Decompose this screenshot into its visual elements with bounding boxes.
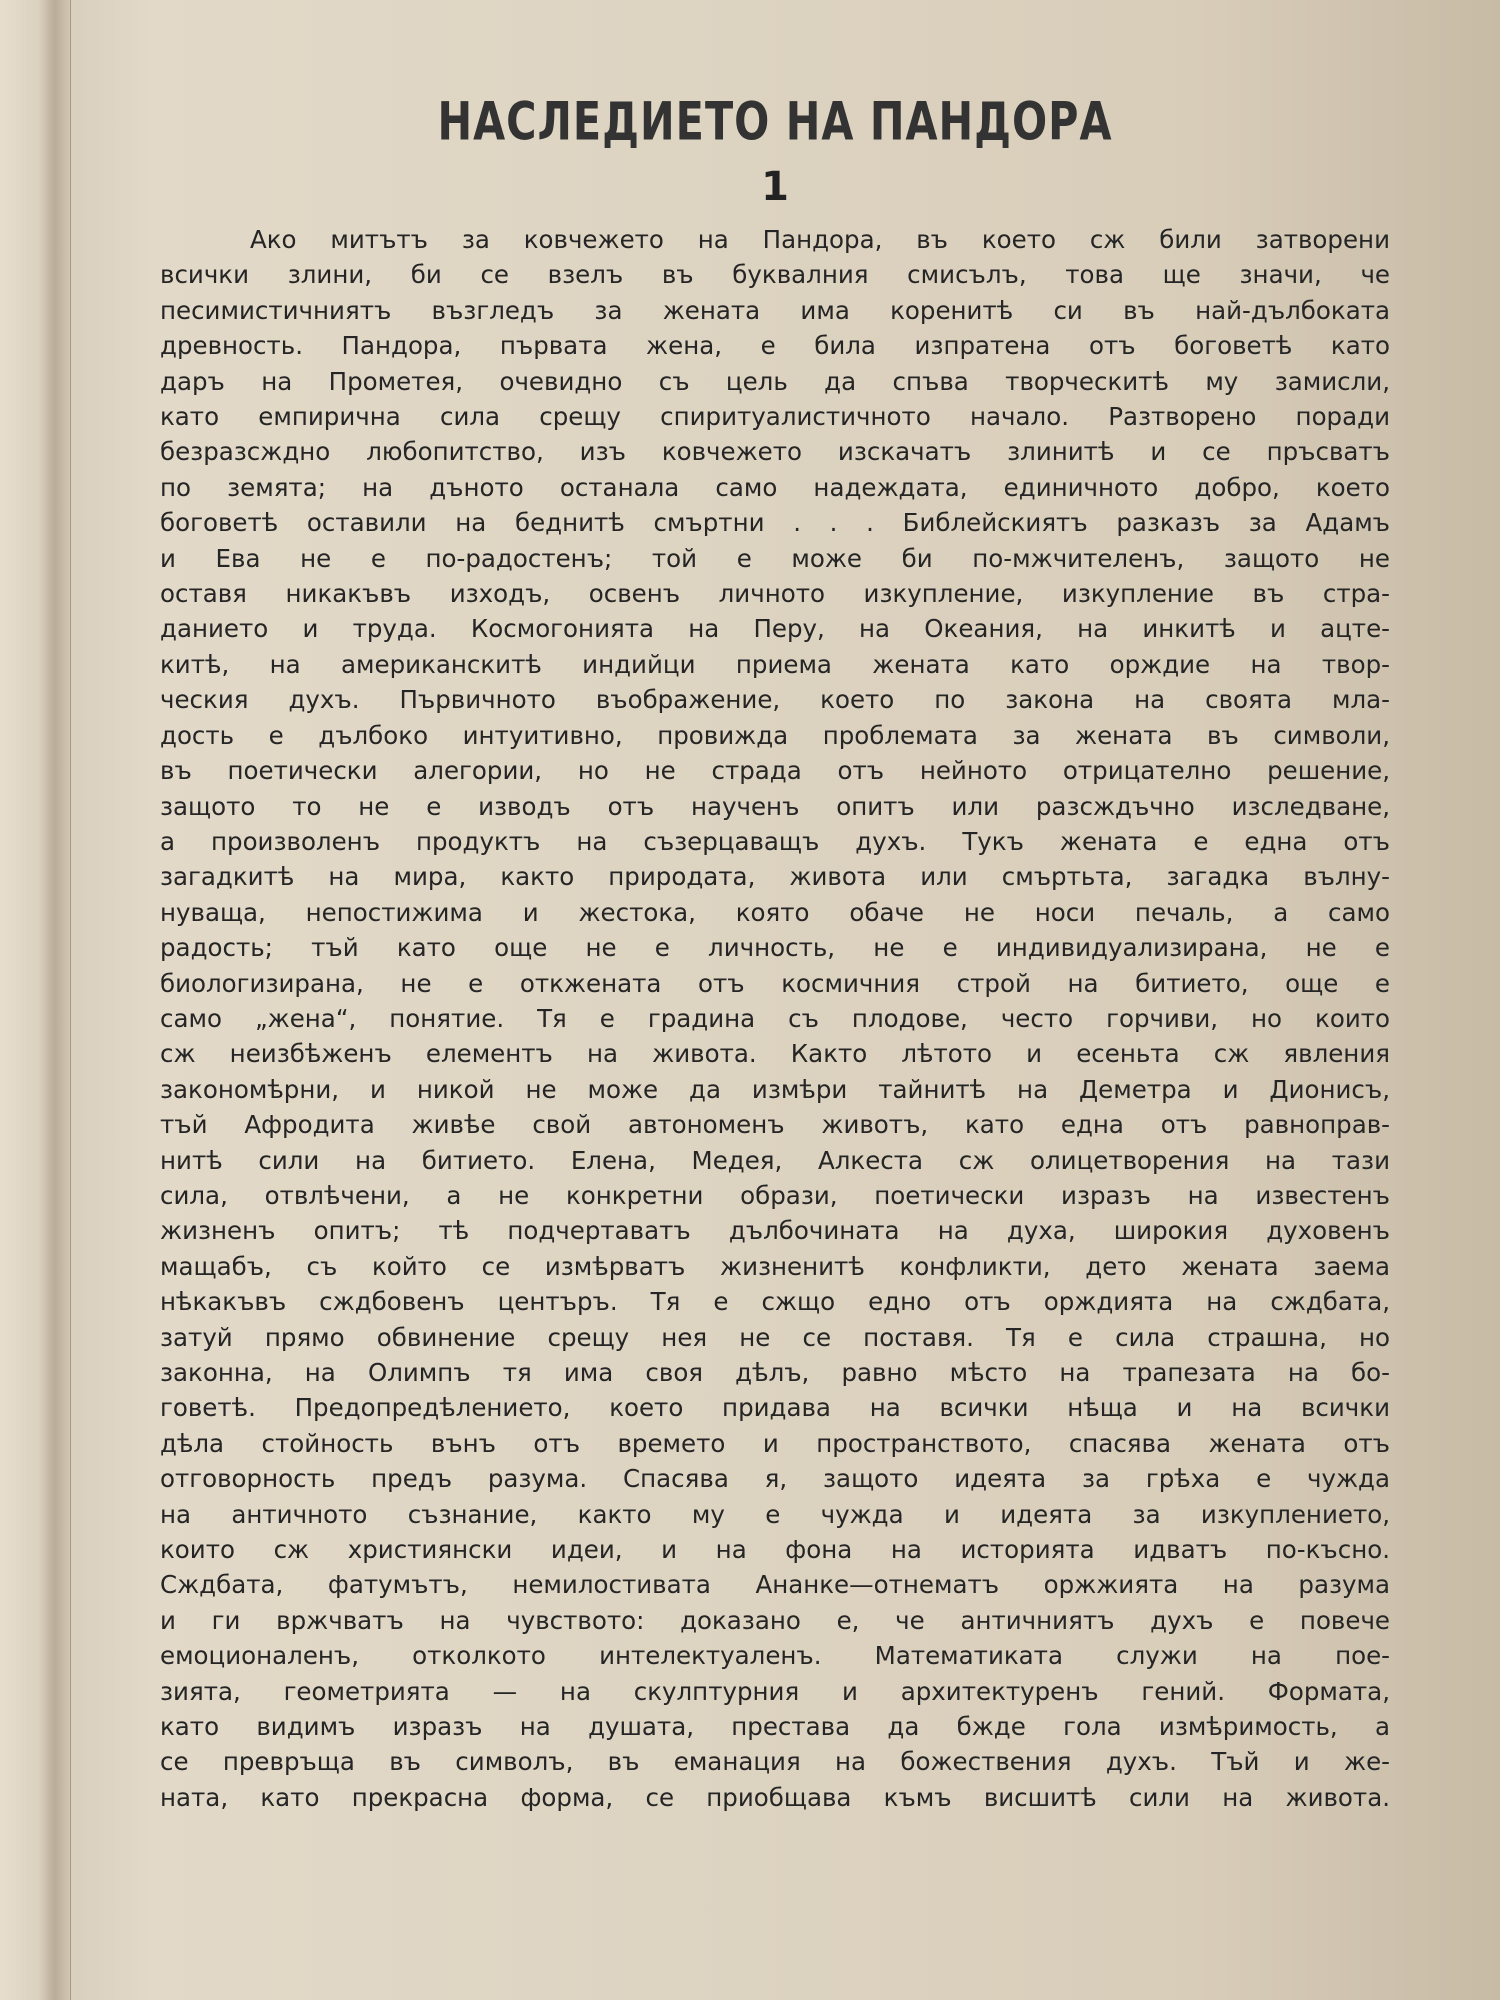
text-line: които сж християнски идеи, и на фона на историята идватъ по-късно. (160, 1535, 1390, 1565)
chapter-number: 1 (761, 164, 789, 210)
text-line: Сждбата, фатумътъ, немилостивата Ананке—отнематъ оржжията на разума (160, 1570, 1390, 1600)
text-line: защото то не е изводъ отъ наученъ опитъ или разсждъчно изследване, (160, 791, 1390, 821)
text-line: сж неизбѣженъ елементъ на живота. Както лѣтото и есеньта сж явления (160, 1039, 1390, 1069)
text-line: и ги вржчватъ на чувството: доказано е, че античниятъ духъ е повече (160, 1605, 1390, 1635)
text-line: песимистичниятъ възгледъ за жената има коренитѣ си въ най-дълбоката (160, 295, 1390, 325)
text-line: оставя никакъвъ изходъ, освенъ личното изкупление, изкупление въ стра- (160, 579, 1390, 609)
text-line: а произволенъ продуктъ на съзерцаващъ духъ. Тукъ жената е една отъ (160, 826, 1390, 856)
text-line: затуй прямо обвинение срещу нея не се поставя. Тя е сила страшна, но (160, 1322, 1390, 1352)
text-line: дѣла стойность вънъ отъ времето и пространството, спасява жената отъ (160, 1428, 1390, 1458)
text-line: жизненъ опитъ; тѣ подчертаватъ дълбочината на духа, широкия духовенъ (160, 1216, 1390, 1246)
text-line: на античното съзнание, както му е чужда и идеята за изкуплението, (160, 1499, 1390, 1529)
text-line: всички злини, би се взелъ въ буквалния смисълъ, това ще значи, че (160, 260, 1390, 290)
text-line: китѣ, на американскитѣ индийци приема жената като орждие на твор- (160, 649, 1390, 679)
text-line: зията, геометрията — на скулптурния и архитектуренъ гений. Формата, (160, 1676, 1390, 1706)
text-line: по земята; на дъното останала само надеждата, единичното добро, което (160, 472, 1390, 502)
body-text (160, 222, 1390, 1815)
text-line: нѣкакъвъ сждбовенъ центъръ. Тя е сжщо едно отъ орждията на сждбата, (160, 1287, 1390, 1317)
page-title: НАСЛЕДИЕТО НА ПАНДОРА (437, 90, 1113, 153)
text-line: нитѣ сили на битието. Елена, Медея, Алкеста сж олицетворения на тази (160, 1145, 1390, 1175)
text-line: древность. Пандора, първата жена, е била изпратена отъ боговетѣ като (160, 331, 1390, 361)
text-line: боговетѣ оставили на беднитѣ смъртни . . . Библейскиятъ разказъ за Адамъ (160, 508, 1390, 538)
text-line: отговорность предъ разума. Спасява я, защото идеята за грѣха е чужда (160, 1464, 1390, 1494)
text-line: въ поетически алегории, но не страда отъ нейното отрицателно решение, (160, 756, 1390, 786)
text-line: емоционаленъ, отколкото интелектуаленъ. Математиката служи на пое- (160, 1641, 1390, 1671)
text-line: и Ева не е по-радостенъ; той е може би по-мжчителенъ, защото не (160, 543, 1390, 573)
text-line: законна, на Олимпъ тя има своя дѣлъ, равно мѣсто на трапезата на бо- (160, 1358, 1390, 1387)
text-line: говетѣ. Предопредѣлението, което придава на всички нѣща и на всички (160, 1393, 1390, 1423)
text-line: ческия духъ. Първичното въображение, което по закона на своята мла- (160, 685, 1390, 715)
text-line: сила, отвлѣчени, а не конкретни образи, поетически изразъ на известенъ (160, 1180, 1390, 1210)
text-line: Ако митътъ за ковчежето на Пандора, въ което сж били затворени (250, 225, 1390, 254)
book-spine-fold (0, 0, 71, 2000)
text-line: като видимъ изразъ на душата, престава да бжде гола измѣримость, а (160, 1712, 1390, 1742)
book-page (160, 70, 1390, 1950)
text-line: мащабъ, съ който се измѣрватъ жизненитѣ конфликти, дето жената заема (160, 1251, 1390, 1281)
text-line: нуваща, непостижима и жестока, която обаче не носи печаль, а само (160, 897, 1390, 927)
text-line: ната, като прекрасна форма, се приобщава къмъ висшитѣ сили на живота. (160, 1782, 1390, 1812)
text-line: закономѣрни, и никой не може да измѣри тайнитѣ на Деметра и Дионисъ, (160, 1074, 1390, 1104)
text-line: даръ на Прометея, очевидно съ цель да спъва творческитѣ му замисли, (160, 366, 1390, 396)
text-line: безразсждно любопитство, изъ ковчежето изскачатъ злинитѣ и се пръсватъ (160, 437, 1390, 467)
text-line: данието и труда. Космогонията на Перу, на Океания, на инкитѣ и ацте- (160, 614, 1390, 644)
text-line: като емпирична сила срещу спиритуалистичното начало. Разтворено поради (160, 402, 1390, 432)
text-line: само „жена“, понятие. Тя е градина съ плодове, често горчиви, но които (160, 1003, 1390, 1033)
text-line: радость; тъй като още не е личность, не е индивидуализирана, не е (160, 933, 1390, 963)
text-line: тъй Афродита живѣе свой автономенъ животъ, като една отъ равноправ- (160, 1110, 1390, 1140)
text-line: биологизирана, не е откжената отъ космичния строй на битието, още е (160, 968, 1390, 998)
text-line: дость е дълбоко интуитивно, провижда проблемата за жената въ символи, (160, 720, 1390, 750)
text-line: се превръща въ символъ, въ еманация на божествения духъ. Тъй и же- (160, 1747, 1390, 1777)
text-line: загадкитѣ на мира, както природата, живота или смъртьта, загадка вълну- (160, 862, 1390, 892)
